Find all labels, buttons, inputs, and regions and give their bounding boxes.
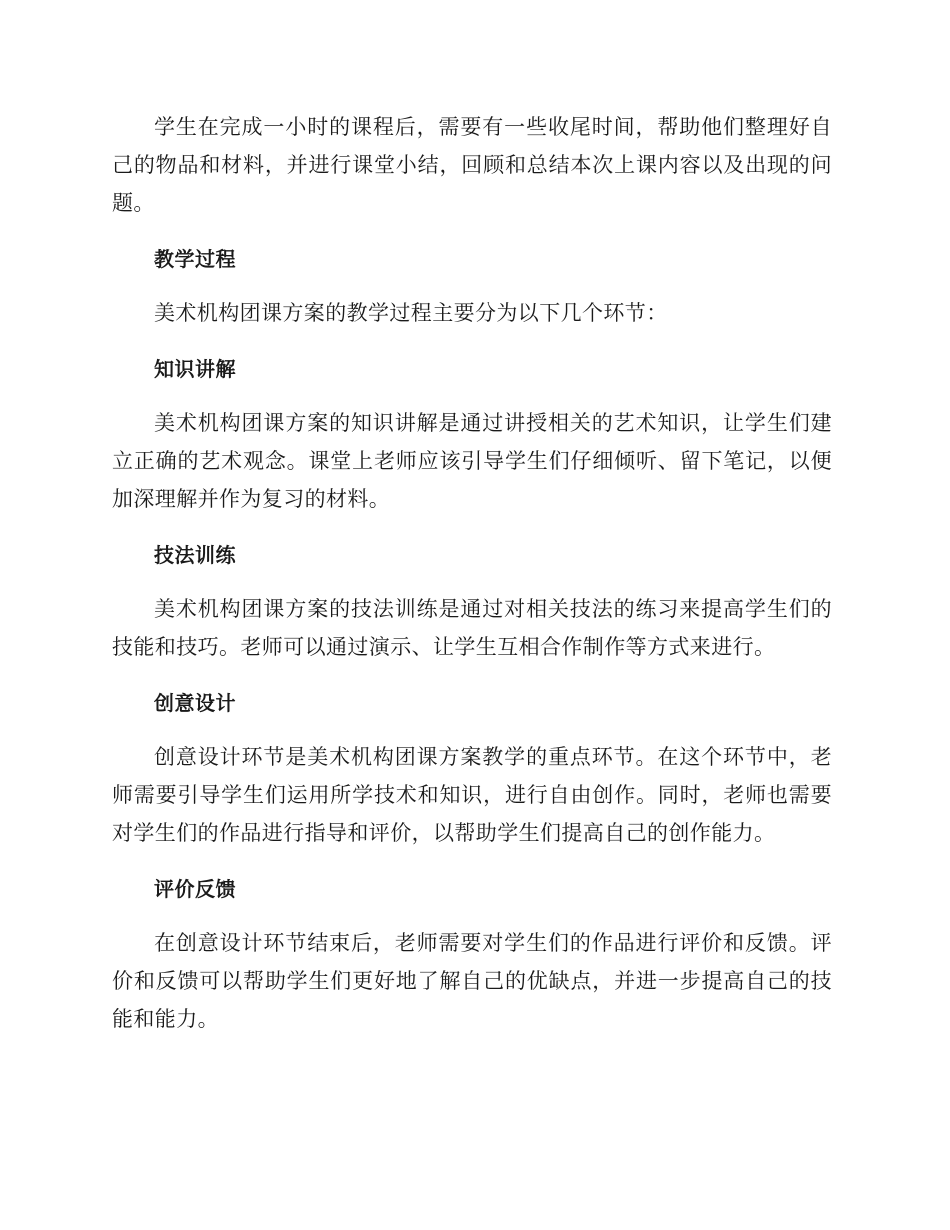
heading-technique: 技法训练: [154, 543, 236, 567]
technique-paragraph: 美术机构团课方案的技法训练是通过对相关技法的练习来提高学生们的技能和技巧。老师可以通过演示、让学生互相合作制作等方式来进行。: [112, 597, 832, 659]
knowledge-paragraph: 美术机构团课方案的知识讲解是通过讲授相关的艺术知识，让学生们建立正确的艺术观念。课堂上老师应该引导学生们仔细倾听、留下笔记，以便加深理解并作为复习的材料。: [112, 411, 832, 511]
heading-evaluation: 评价反馈: [154, 877, 236, 901]
heading-teaching-process: 教学过程: [154, 247, 236, 271]
evaluation-paragraph: 在创意设计环节结束后，老师需要对学生们的作品进行评价和反馈。评价和反馈可以帮助学生们更好地了解自己的优缺点，并进一步提高自己的技能和能力。: [112, 931, 832, 1031]
heading-creative: 创意设计: [154, 691, 236, 715]
intro-paragraph: 学生在完成一小时的课程后，需要有一些收尾时间，帮助他们整理好自己的物品和材料，并进行课堂小结，回顾和总结本次上课内容以及出现的问题。: [112, 115, 832, 215]
creative-paragraph: 创意设计环节是美术机构团课方案教学的重点环节。在这个环节中，老师需要引导学生们运用所学技术和知识，进行自由创作。同时，老师也需要对学生们的作品进行指导和评价，以帮助学生们提高自己的创作能力。: [112, 745, 832, 845]
document-body: [112, 108, 832, 1060]
heading-knowledge: 知识讲解: [154, 357, 236, 381]
teaching-process-paragraph: 美术机构团课方案的教学过程主要分为以下几个环节：: [154, 301, 668, 325]
